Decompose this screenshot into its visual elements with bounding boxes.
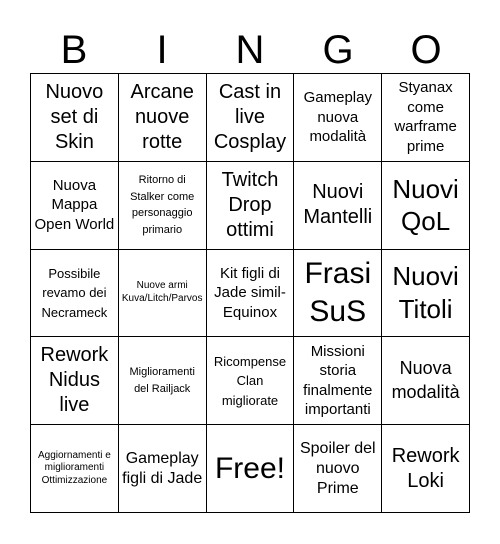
bingo-cell[interactable]: Missioni storia finalmente importanti (294, 337, 382, 425)
header-letter-g: G (322, 28, 354, 72)
bingo-cell[interactable]: Arcane nuove rotte (119, 74, 207, 162)
bingo-cell[interactable]: Spoiler del nuovo Prime (294, 425, 382, 513)
bingo-cell[interactable]: Rework Loki (382, 425, 470, 513)
bingo-cell[interactable]: Kit figli di Jade simil-Equinox (207, 250, 295, 338)
bingo-cell[interactable]: Nuova modalità (382, 337, 470, 425)
bingo-cell[interactable]: Cast in live Cosplay (207, 74, 295, 162)
header-letter-b: B (60, 28, 88, 72)
bingo-cell[interactable]: Styanax come warframe prime (382, 74, 470, 162)
bingo-cell[interactable]: Twitch Drop ottimi (207, 162, 295, 250)
bingo-board (30, 73, 470, 513)
bingo-cell[interactable]: Miglioramenti del Railjack (119, 337, 207, 425)
header-letter-o: O (410, 28, 442, 72)
bingo-cell[interactable]: Aggiornamenti e miglioramenti Ottimizzazione (31, 425, 119, 513)
bingo-cell-free[interactable]: Free! (207, 425, 295, 513)
bingo-cell[interactable]: Frasi SuS (294, 250, 382, 338)
bingo-cell[interactable]: Gameplay nuova modalità (294, 74, 382, 162)
bingo-cell[interactable]: Ricompense Clan migliorate (207, 337, 295, 425)
bingo-cell[interactable]: Nuove armi Kuva/Litch/Parvos (119, 250, 207, 338)
bingo-cell[interactable]: Nuovo set di Skin (31, 74, 119, 162)
bingo-cell[interactable]: Nuovi Titoli (382, 250, 470, 338)
bingo-cell[interactable]: Gameplay figli di Jade (119, 425, 207, 513)
bingo-cell[interactable]: Nuovi Mantelli (294, 162, 382, 250)
bingo-cell[interactable]: Ritorno di Stalker come personaggio primario (119, 162, 207, 250)
bingo-header (30, 28, 470, 72)
bingo-cell[interactable]: Nuovi QoL (382, 162, 470, 250)
header-letter-n: N (235, 28, 265, 72)
bingo-cell[interactable]: Possibile revamo dei Necrameck (31, 250, 119, 338)
bingo-cell[interactable]: Rework Nidus live (31, 337, 119, 425)
bingo-cell[interactable]: Nuova Mappa Open World (31, 162, 119, 250)
header-letter-i: I (156, 28, 168, 72)
